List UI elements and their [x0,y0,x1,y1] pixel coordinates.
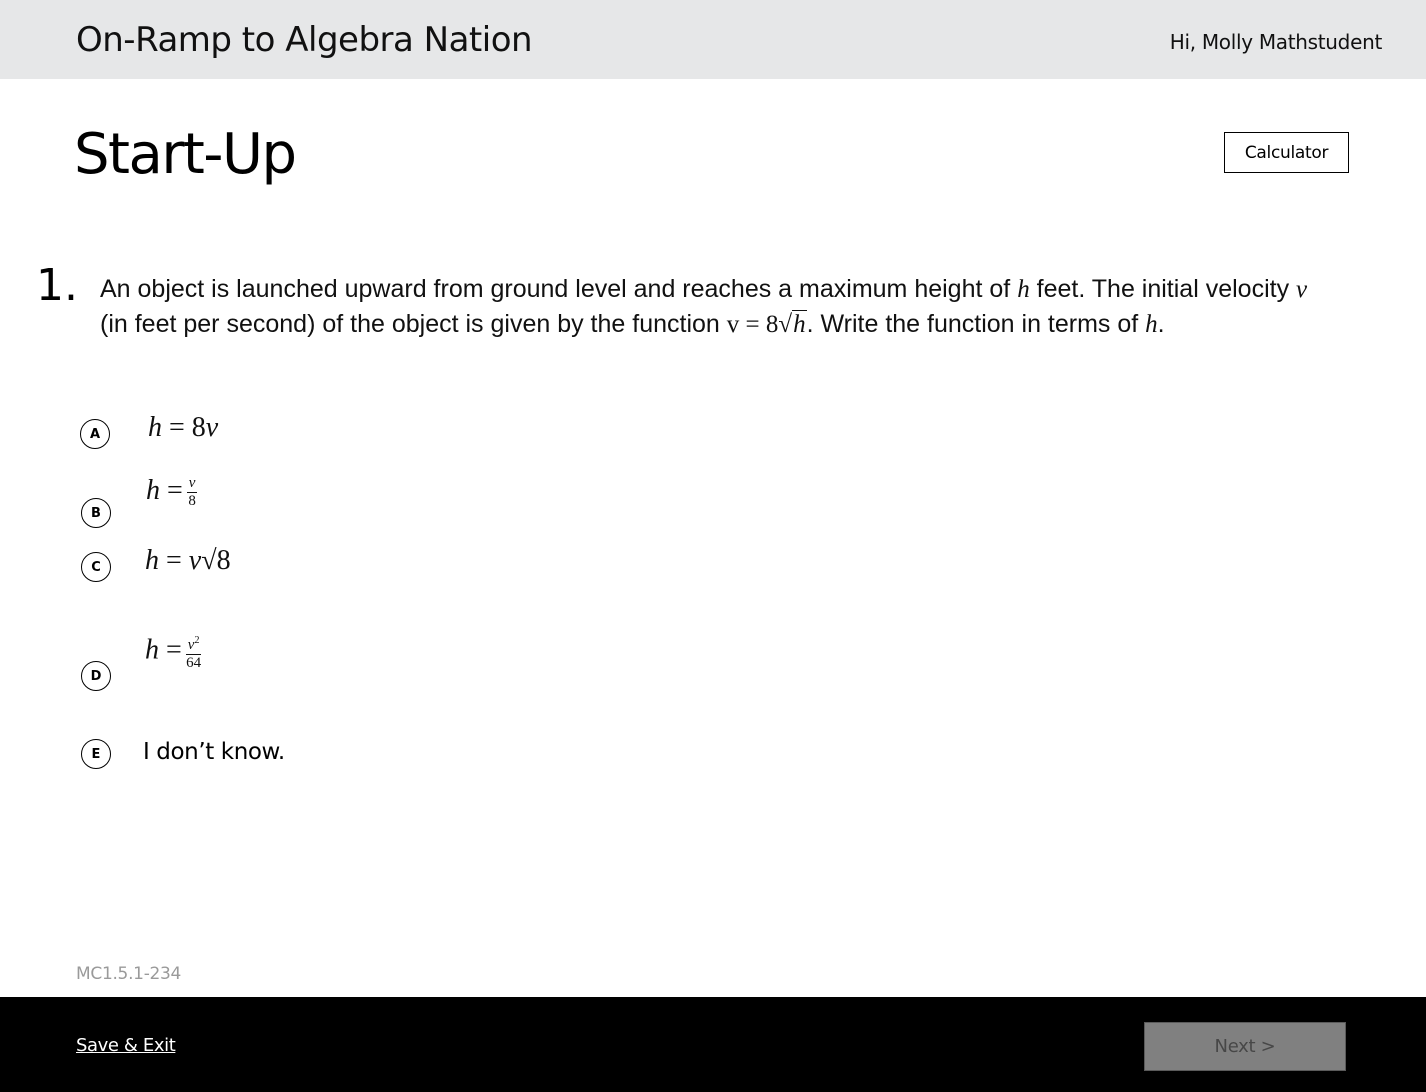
question-text: An object is launched upward from ground level and reaches a maximum height of h feet. The initial velocity v (in feet per second) of the object is given by the function v = 8√h. Write the function in terms of h. [100,275,1308,338]
option-a-answer: h = 8v [148,412,219,443]
option-c-answer: h = v√8 [145,545,231,576]
next-button[interactable]: Next > [1144,1022,1346,1071]
top-bar [0,0,1426,79]
option-a-button[interactable]: A [80,419,110,449]
option-d-button[interactable]: D [81,661,111,691]
option-c-button[interactable]: C [81,552,111,582]
option-d-fraction: $\frac{v^2}{64}$ [186,632,202,672]
option-b-answer: h = $\frac{v}{8}$ [146,475,196,510]
save-exit-link[interactable]: Save & Exit [76,1035,176,1056]
option-b-fraction: $\frac{v}{8}$ [188,475,196,510]
item-code: MC1.5.1-234 [76,964,182,984]
calculator-button[interactable]: Calculator [1224,132,1349,173]
option-b-button[interactable]: B [81,498,111,528]
option-e-button[interactable]: E [81,739,111,769]
question-number: 1. [36,260,78,311]
footer-bar [0,997,1426,1092]
option-e-answer: I don’t know. [143,739,285,765]
user-greeting: Hi, Molly Mathstudent [1169,30,1382,54]
page-title: Start-Up [74,122,296,187]
option-d-answer: h = $\frac{v^2}{64}$ [145,632,201,672]
app-title: On-Ramp to Algebra Nation [76,20,533,60]
